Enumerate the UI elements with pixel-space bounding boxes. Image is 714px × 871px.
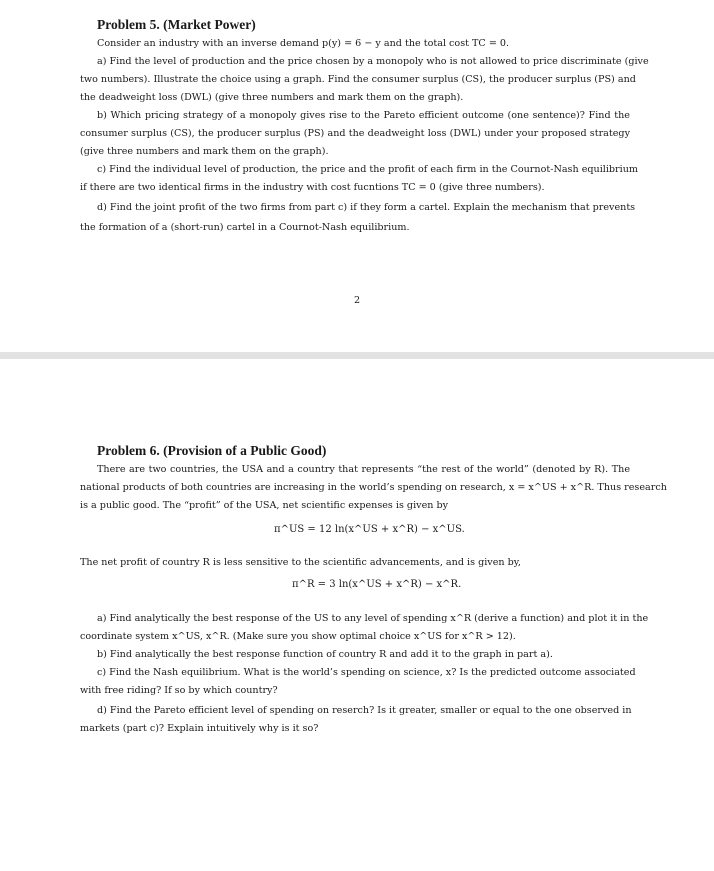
problem-5-line: a) Find the level of production and the price chosen by a monopoly who is not allowed to price discriminate (give — [97, 56, 649, 67]
problem-6-line: with free riding? If so by which country? — [80, 685, 278, 696]
problem-6-line: d) Find the Pareto efficient level of spending on reserch? Is it greater, smaller or equal to the one observed in — [97, 705, 632, 716]
problem-5-line: b) Which pricing strategy of a monopoly gives rise to the Pareto efficient outcome (one sentence)? Find the — [97, 110, 630, 121]
us-profit-equation: π^US = 12 ln(x^US + x^R) − x^US. — [274, 524, 465, 535]
problem-5-line: c) Find the individual level of production, the price and the profit of each firm in the Cournot-Nash equilibrium — [97, 164, 638, 175]
problem-5-line: (give three numbers and mark them on the graph). — [80, 146, 329, 157]
problem-5-line: the deadweight loss (DWL) (give three numbers and mark them on the graph). — [80, 92, 464, 103]
problem-5-intro: Consider an industry with an inverse demand p(y) = 6 − y and the total cost TC = 0. — [97, 38, 510, 49]
page-1 — [0, 0, 714, 352]
page-separator — [0, 352, 714, 359]
problem-6-line: c) Find the Nash equilibrium. What is the world’s spending on science, x? Is the predicted outcome associated — [97, 667, 636, 678]
problem-5-line: if there are two identical firms in the industry with cost fucntions TC = 0 (give three numbers). — [80, 182, 545, 193]
problem-6-line: a) Find analytically the best response of the US to any level of spending x^R (derive a function) and plot it in the — [97, 613, 649, 624]
problem-6-line: national products of both countries are increasing in the world’s spending on research, x = x^US + x^R. Thus research — [80, 482, 667, 493]
problem-6-heading: Problem 6. (Provision of a Public Good) — [97, 443, 327, 458]
problem-5-line: two numbers). Illustrate the choice using a graph. Find the consumer surplus (CS), the producer surplus (PS) and — [80, 74, 636, 85]
problem-5-line: d) Find the joint profit of the two firms from part c) if they form a cartel. Explain the mechanism that prevents — [97, 202, 636, 213]
r-profit-equation: π^R = 3 ln(x^US + x^R) − x^R. — [292, 579, 462, 590]
problem-5-heading: Problem 5. (Market Power) — [97, 17, 256, 32]
page-2 — [0, 359, 714, 871]
problem-5-line: the formation of a (short-run) cartel in a Cournot-Nash equilibrium. — [80, 222, 410, 233]
problem-6-line: There are two countries, the USA and a country that represents “the rest of the world” (denoted by R). The — [97, 464, 630, 475]
problem-6-line: coordinate system x^US, x^R. (Make sure you show optimal choice x^US for x^R > 12). — [80, 631, 516, 642]
problem-5-line: consumer surplus (CS), the producer surplus (PS) and the deadweight loss (DWL) under your proposed strategy — [80, 128, 630, 139]
problem-6-line: is a public good. The “profit” of the USA, net scientific expenses is given by — [80, 500, 449, 511]
problem-6-line: b) Find analytically the best response function of country R and add it to the graph in part a). — [97, 649, 553, 660]
problem-6-line: The net profit of country R is less sensitive to the scientific advancements, and is given by, — [80, 557, 521, 568]
problem-6-line: markets (part c)? Explain intuitively why is it so? — [80, 723, 319, 734]
page-number: 2 — [353, 295, 361, 306]
